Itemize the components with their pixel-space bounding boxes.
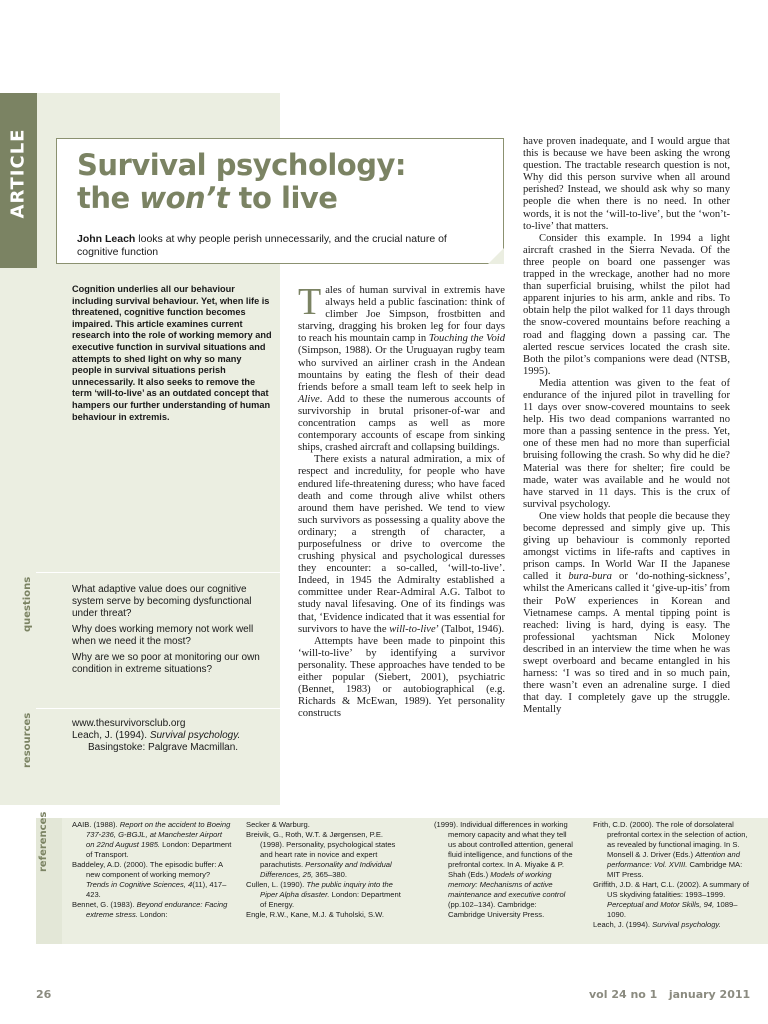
reference-tail: London: Department of Energy. <box>260 890 401 909</box>
question-item: Why does working memory not work well when we need it the most? <box>72 624 254 647</box>
reference-text: Frith, C.D. (2000). The role of dorsolateral prefrontal cortex in the selection of action, as revealed by functional imaging. In S. Monsell & J. Driver (Eds.) <box>593 820 748 859</box>
text-run: ales of human survival in extremis have always held a public fascination: think of climber Joe Simpson, frostbitten and starving, dragging his broken leg for four days to reach his mountain camp in <box>298 285 505 345</box>
references-label: references <box>38 811 49 872</box>
references-column-3 <box>434 820 574 920</box>
divider <box>36 708 280 709</box>
reference-entry <box>434 820 574 920</box>
text-run: (Simpson, 1988). Or the Uruguayan rugby team who survived an airliner crash in the Andean mountains by eating the flesh of their dead friends before a small team left to seek help in <box>298 345 505 393</box>
resource-ref-author: Leach, J. (1994). <box>72 730 150 741</box>
title-emphasis: won’t <box>139 181 230 215</box>
reference-entry <box>246 910 406 920</box>
body-paragraph: Consider this example. In 1994 a light aircraft crashed in the Sierra Nevada. Of the three people on board one passenger was trapped in the wreckage, another had no more than superficial bruising, whilst the pilot had apparent injuries to his arm, ankle and ribs. To obtain help the pilot walked for 11 days through the snow-covered mountains before reaching a road and flagging down a passing car. The alerted rescue services located the crash site. Both the pilot’s companions were dead (NTSB, 1995). <box>523 232 730 377</box>
reference-entry <box>593 880 753 920</box>
body-paragraph: Media attention was given to the feat of endurance of the injured pilot in travelling for 11 days over snow-covered mountains to seek help. His two dead companions warranted no more than a passing sentence in the press. Yet, one of these men had no more than superficial bruising following the crash. So why did he die? Material was there for shelter; fire could be made, water was available and he would not have starved in 11 days. This is the crux of survival psychology. <box>523 377 730 510</box>
question-item: What adaptive value does our cognitive system serve by becoming dysfunctional under threat? <box>72 584 252 619</box>
references-column-4 <box>593 820 753 930</box>
resource-publisher: Basingstoke: Palgrave Macmillan. <box>88 742 239 753</box>
references-column-1 <box>72 820 232 920</box>
reference-tail: (11), 417–423. <box>86 880 227 899</box>
reference-title: Survival psychology. <box>652 920 721 929</box>
abstract: Cognition underlies all our behaviour including survival behaviour. Yet, when life is threatened, cognitive function becomes impaired. This article examines current research into the role of working memory and executive function in survival situations and attempts to shed light on why so many people in survival situations perish unnecessarily. It also seeks to remove the term ‘will-to-live’ as an outdated concept that hampers our further understanding of human behaviour in extremis. <box>72 284 272 422</box>
text-emphasis: will-to-live <box>389 623 436 635</box>
reference-entry <box>246 830 406 880</box>
title-box <box>56 138 504 264</box>
article-tab-label: ARTICLE <box>7 128 29 219</box>
byline <box>77 233 477 259</box>
reference-entry <box>246 880 406 910</box>
questions-list <box>72 584 272 680</box>
title-line-2 <box>77 182 406 215</box>
reference-title: Personality and Individual Differences, 25, <box>260 860 392 879</box>
issue-date: january 2011 <box>668 988 751 1001</box>
reference-entry <box>72 900 232 920</box>
reference-tail: 365–380. <box>313 870 347 879</box>
resources-label: resources <box>22 712 33 768</box>
reference-entry <box>593 820 753 880</box>
reference-text: Breivik, G., Roth, W.T. & Jørgensen, P.E. (1998). Personality, psychological states and heart rate in novice and expert parachutists. <box>246 830 396 869</box>
reference-text: Griffith, J.D. & Hart, C.L. (2002). A summary of US skydiving fatalities: 1993–1999. <box>593 880 750 899</box>
article-title <box>77 149 406 215</box>
text-run: There exists a natural admiration, a mix of respect and incredulity, for people who have endured life-threatening duress; who have faced death and come through alive whilst others around them have perished. We tend to view such survivors as possessing a quality above the ordinary; a strength of character, a purposefulness or drive to overcome the crushing physical and psychological duresses they encounter: a so-called, ‘will-to-live’. Indeed, in 1945 the Admiralty established a committee under Rear-Admiral A.G. Talbot to study naval lifesaving. One of its findings was that, ‘Evidence indicated that it was essential for survivors to have the <box>298 454 505 635</box>
body-paragraph: Attempts have been made to pinpoint this ‘will-to-live’ by identifying a survivor personality. These approaches have tended to be either popular (Siebert, 2001), psychiatric (Bennet, 1983) or autobiographical (e.g. Richards & McEwan, 1989). Yet personality constructs <box>298 635 505 720</box>
body-paragraph: have proven inadequate, and I would argue that this is because we have been asking the wrong question. The tractable research question is not, Why did this person survive when all around perished? Instead, we should ask why so many people die when there is no need. In other words, it is not the ‘will-to-live’, but the ‘won’t-to-live’ that matters. <box>523 136 730 232</box>
questions-label: questions <box>22 576 33 632</box>
body-paragraph <box>298 454 505 635</box>
text-run: One view holds that people die because they become depressed and simply give up. This giving up behaviour is commonly reported amongst victims in life-rafts and captives in prison camps. In World War II the Japanese called it <box>523 510 730 583</box>
reference-text: Bennet, G. (1983). <box>72 900 137 909</box>
reference-text: Secker & Warburg. <box>246 820 310 829</box>
issue-volume: vol 24 no 1 <box>589 988 658 1001</box>
reference-entry <box>72 860 232 900</box>
byline-text: looks at why people perish unnecessarily, and the crucial nature of cognitive function <box>77 233 447 258</box>
article-tab <box>0 93 37 268</box>
reference-title: Beyond endurance: Facing extreme stress. <box>86 900 228 919</box>
reference-text: (1999). Individual differences in working memory capacity and what they tell us about controlled attention, general fluid intelligence, and functions of the prefrontal cortex. In A. Miyake & P. Shah (Eds.) <box>434 820 573 879</box>
resources-list <box>72 718 272 754</box>
resource-reference <box>72 730 272 742</box>
reference-title: Perceptual and Motor Skills, 94, <box>607 900 715 909</box>
reference-text: Leach, J. (1994). <box>593 920 653 929</box>
resource-ref-title: Survival psychology. <box>149 730 241 741</box>
author-name: John Leach <box>77 233 136 245</box>
body-paragraph <box>298 281 505 454</box>
text-run: . Add to these the numerous accounts of survivorship in brutal prisoner-of-war and concentration camps as well as more contemporary accounts of escape from sinking ships, crashed aircraft and collapsing buildings. <box>298 393 505 454</box>
body-paragraph <box>523 511 730 717</box>
text-emphasis: Alive <box>298 393 320 405</box>
title-pre: the <box>77 181 140 215</box>
reference-text: AAIB. (1988). <box>72 820 120 829</box>
reference-text: Engle, R.W., Kane, M.J. & Tuholski, S.W. <box>246 910 385 919</box>
issue-info <box>589 988 750 1001</box>
reference-tail: Cambridge MA: MIT Press. <box>607 860 743 879</box>
reference-entry <box>593 920 753 930</box>
reference-entry <box>246 820 406 830</box>
reference-text: Cullen, L. (1990). <box>246 880 307 889</box>
reference-tail: 1089–1090. <box>607 900 738 919</box>
title-line-1: Survival psychology: <box>77 148 406 182</box>
question-item: Why are we so poor at monitoring our own condition in extreme situations? <box>72 652 260 675</box>
references-column-2 <box>246 820 406 920</box>
divider <box>36 572 280 573</box>
page-number: 26 <box>36 988 52 1001</box>
reference-text: Baddeley, A.D. (2000). The episodic buffer: A new component of working memory? <box>72 860 223 879</box>
drop-cap: T <box>298 281 322 323</box>
reference-tail: (pp.102–134). Cambridge: Cambridge University Press. <box>448 900 545 919</box>
body-column-2 <box>298 281 505 720</box>
text-run: ’ (Talbot, 1946). <box>435 623 505 635</box>
reference-title: The public inquiry into the Piper Alpha disaster. <box>260 880 393 899</box>
reference-entry <box>72 820 232 860</box>
reference-tail: London: Department of Transport. <box>86 840 232 859</box>
reference-tail: London: <box>137 910 168 919</box>
reference-title: Models of working memory: Mechanisms of active maintenance and executive control <box>448 870 566 899</box>
text-run: or ‘do-nothing-sickness’, whilst the Americans called it ‘give-up-itis’ from their PoW experiences in Korean and Vietnamese camps. A mental tipping point is reached: living is hard, dying is easy. The professional yachtsman Nick Moloney described in an interview the time when he was swept overboard and became entangled in his harness: ‘I was so tired and in so much pain, there wasn’t even an adrenaline surge. I died that day. I completely gave up the struggle. Mentally <box>523 571 730 716</box>
body-column-3 <box>523 136 730 717</box>
text-emphasis: Touching the Void <box>428 333 505 345</box>
resource-link[interactable]: www.thesurvivorsclub.org <box>72 718 186 729</box>
reference-title: Attention and performance: Vol. XVIII. <box>607 850 740 869</box>
text-emphasis: bura-bura <box>568 571 612 583</box>
reference-title: Report on the accident to Boeing 737-236, G-BGJL, at Manchester Airport on 22nd August 1985. <box>86 820 231 849</box>
title-post: to live <box>229 181 338 215</box>
reference-title: Trends in Cognitive Sciences, 4 <box>86 880 193 889</box>
